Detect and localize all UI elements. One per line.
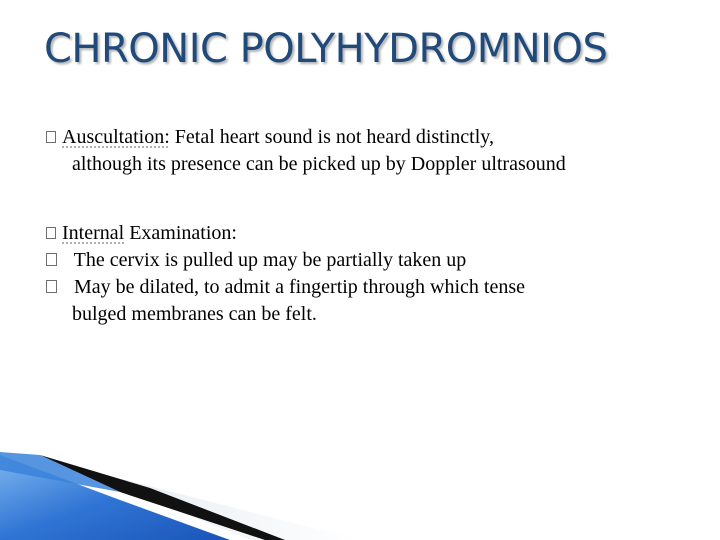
internal-examination-line xyxy=(46,220,686,247)
blue-swoosh xyxy=(0,455,230,540)
membranes-continuation: bulged membranes can be felt. xyxy=(72,303,317,325)
internal-label: Internal xyxy=(62,222,125,244)
square-bullet-icon xyxy=(46,280,57,293)
square-bullet-icon xyxy=(46,131,56,143)
examination-label: Examination: xyxy=(124,222,237,244)
blue-edge xyxy=(0,452,120,492)
black-stripe xyxy=(40,455,285,540)
dilated-point: May be dilated, to admit a fingertip through which tense xyxy=(69,276,525,298)
square-bullet-icon xyxy=(46,227,56,239)
list-item xyxy=(46,274,686,301)
auscultation-label: Auscultation: xyxy=(62,126,170,148)
internal-examination-paragraph xyxy=(46,220,686,328)
square-bullet-icon xyxy=(46,253,57,266)
auscultation-paragraph xyxy=(46,124,686,178)
slide-title: CHRONIC POLYHYDROMNIOS xyxy=(44,26,608,72)
auscultation-line xyxy=(46,124,686,151)
light-swoosh xyxy=(55,462,360,540)
auscultation-continuation: although its presence can be picked up by Doppler ultrasound xyxy=(72,153,566,175)
list-item xyxy=(46,247,686,274)
cervix-point: The cervix is pulled up may be partially taken up xyxy=(69,249,467,271)
auscultation-text: Fetal heart sound is not heard distinctly, xyxy=(169,126,494,148)
